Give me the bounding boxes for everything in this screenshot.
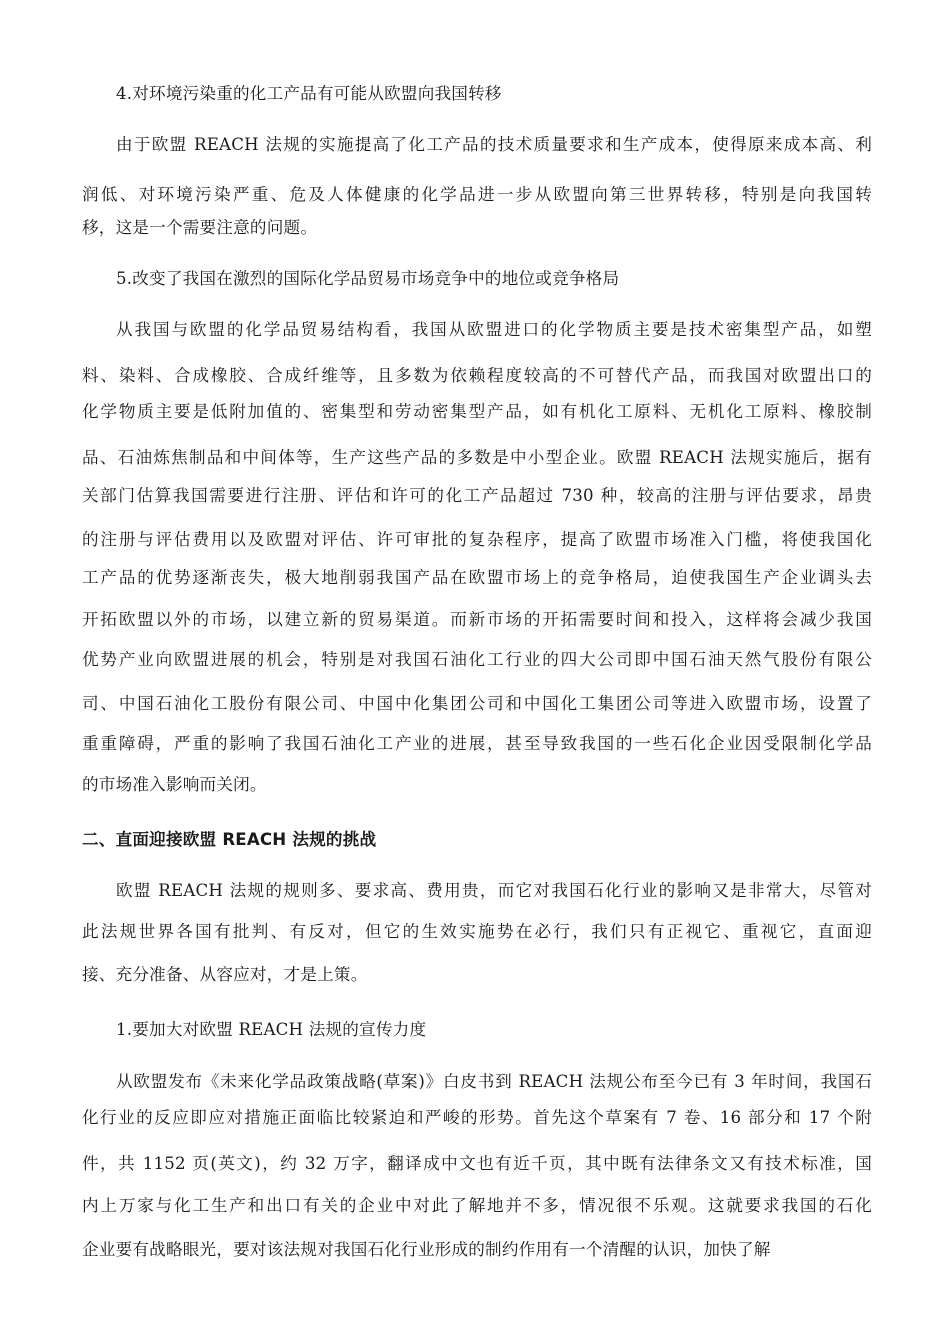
paragraph-line: 接、充分准备、从容应对，才是上策。 <box>82 965 368 984</box>
paragraph-line: 料、染料、合成橡胶、合成纤维等，且多数为依赖程度较高的不可替代产品，而我国对欧盟出口的 <box>82 366 872 385</box>
paragraph-line: 司、中国石油化工股份有限公司、中国中化集团公司和中国化工集团公司等进入欧盟市场，设置了 <box>82 694 872 713</box>
paragraph-line: 企业要有战略眼光，要对该法规对我国石化行业形成的制约作用有一个清醒的认识，加快了解 <box>82 1240 771 1259</box>
paragraph-line: 润低、对环境污染严重、危及人体健康的化学品进一步从欧盟向第三世界转移，特别是向我国转 <box>82 185 872 204</box>
paragraph-line: 品、石油炼焦制品和中间体等，生产这些产品的多数是中小型企业。欧盟 REACH 法规实施后，据有 <box>82 448 872 467</box>
section-title: 二、直面迎接欧盟 REACH 法规的挑战 <box>82 830 377 849</box>
paragraph-line: 关部门估算我国需要进行注册、评估和许可的化工产品超过 730 种，较高的注册与评估要求，昂贵 <box>82 486 872 505</box>
paragraph-line: 从欧盟发布《未来化学品政策战略(草案)》白皮书到 REACH 法规公布至今已有 3 年时间，我国石 <box>116 1072 872 1091</box>
subheading-5: 5.改变了我国在激烈的国际化学品贸易市场竞争中的地位或竞争格局 <box>116 269 620 288</box>
paragraph-line: 此法规世界各国有批判、有反对，但它的生效实施势在必行，我们只有正视它、重视它，直面迎 <box>82 922 872 941</box>
paragraph-line: 优势产业向欧盟进展的机会，特别是对我国石油化工行业的四大公司即中国石油天然气股份有限公 <box>82 650 872 669</box>
paragraph-line: 重重障碍，严重的影响了我国石油化工产业的进展，甚至导致我国的一些石化企业因受限制化学品 <box>82 734 872 753</box>
paragraph-line: 件，共 1152 页(英文)，约 32 万字，翻译成中文也有近千页，其中既有法律条文又有技术标准，国 <box>82 1154 872 1173</box>
paragraph-line: 开拓欧盟以外的市场，以建立新的贸易渠道。而新市场的开拓需要时间和投入，这样将会减少我国 <box>82 610 872 629</box>
paragraph-line: 内上万家与化工生产和出口有关的企业中对此了解地并不多，情况很不乐观。这就要求我国的石化 <box>82 1196 872 1215</box>
paragraph-line: 从我国与欧盟的化学品贸易结构看，我国从欧盟进口的化学物质主要是技术密集型产品，如塑 <box>116 320 872 339</box>
paragraph-line: 化学物质主要是低附加值的、密集型和劳动密集型产品，如有机化工原料、无机化工原料、橡胶制 <box>82 402 872 421</box>
paragraph-line: 工产品的优势逐渐丧失，极大地削弱我国产品在欧盟市场上的竞争格局，迫使我国生产企业调头去 <box>82 568 872 587</box>
subheading-1: 1.要加大对欧盟 REACH 法规的宣传力度 <box>116 1020 427 1039</box>
paragraph-line: 欧盟 REACH 法规的规则多、要求高、费用贵，而它对我国石化行业的影响又是非常大，尽管对 <box>116 881 872 900</box>
subheading-4: 4.对环境污染重的化工产品有可能从欧盟向我国转移 <box>116 84 502 103</box>
paragraph-line: 的注册与评估费用以及欧盟对评估、许可审批的复杂程序，提高了欧盟市场准入门槛，将使我国化 <box>82 530 872 549</box>
paragraph-line: 的市场准入影响而关闭。 <box>82 775 267 794</box>
paragraph-line: 由于欧盟 REACH 法规的实施提高了化工产品的技术质量要求和生产成本，使得原来成本高、利 <box>116 135 872 154</box>
paragraph-line: 移，这是一个需要注意的问题。 <box>82 218 318 237</box>
paragraph-line: 化行业的反应即应对措施正面临比较紧迫和严峻的形势。首先这个草案有 7 卷、16 部分和 17 个附 <box>82 1108 872 1127</box>
